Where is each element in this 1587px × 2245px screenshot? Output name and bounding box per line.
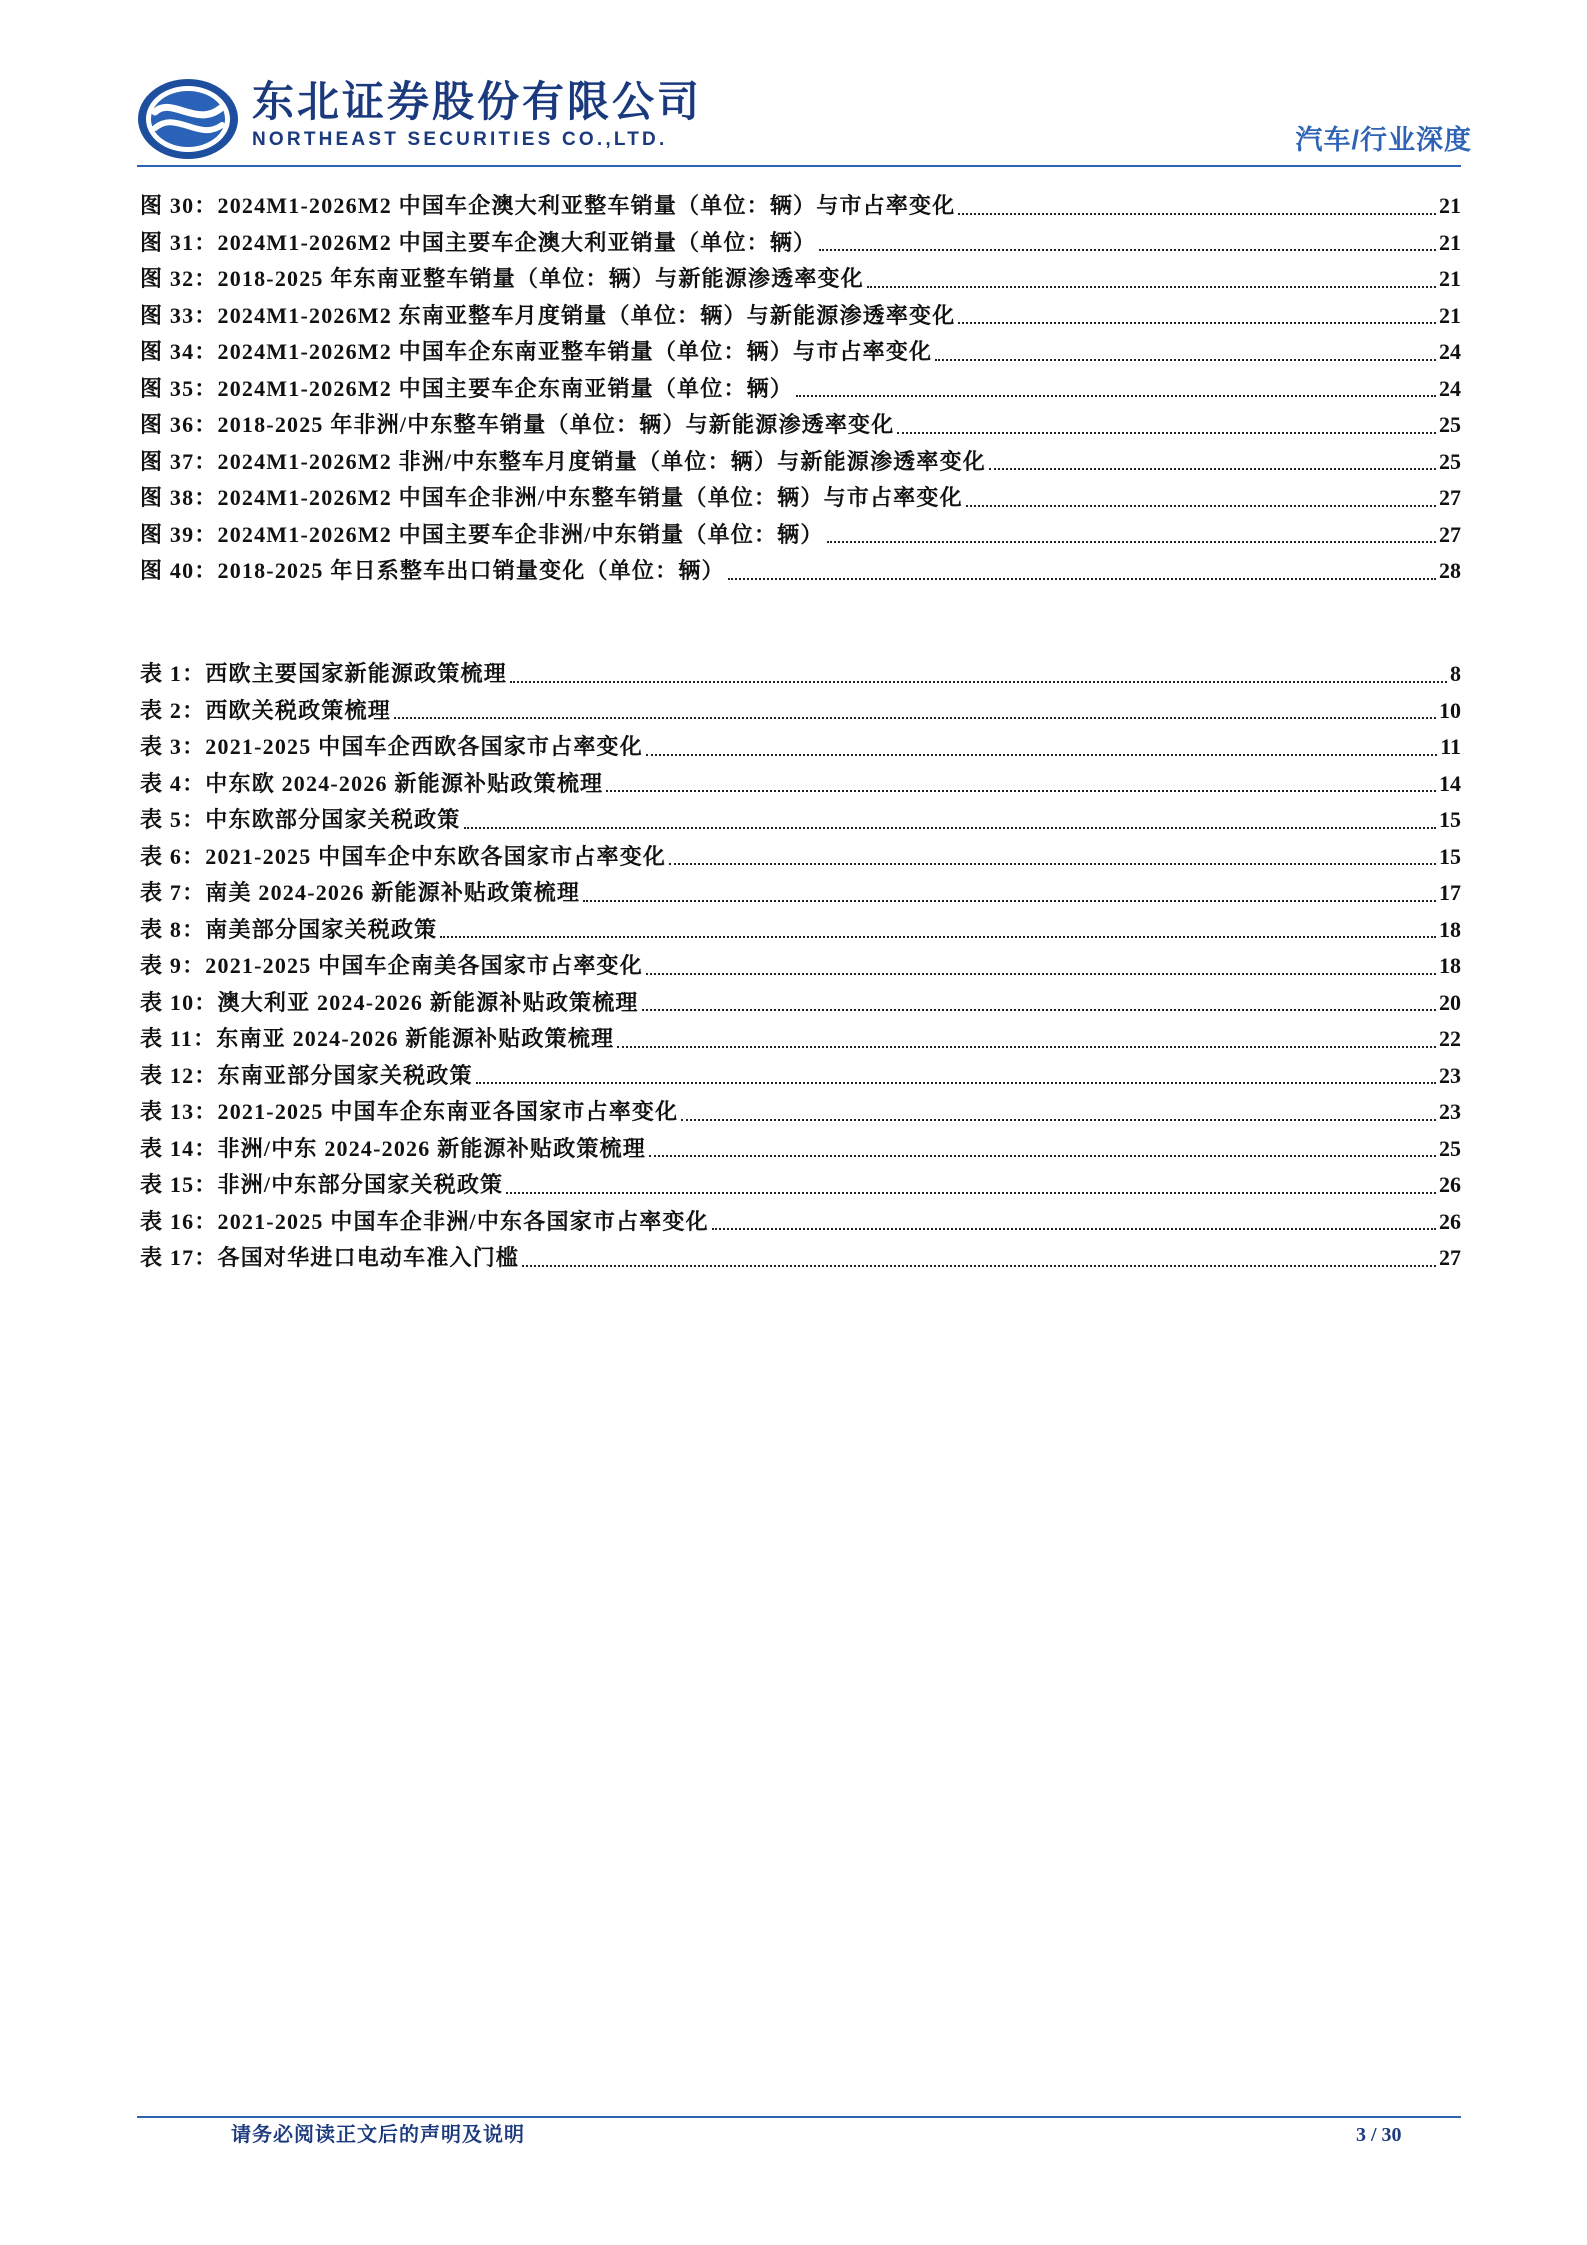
dot-leader: [440, 936, 1436, 938]
toc-page-number: 15: [1439, 843, 1461, 869]
toc-entry-label: 图 40：2018-2025 年日系整车出口销量变化（单位：辆）: [140, 558, 725, 583]
figure-toc-entry-34[interactable]: [140, 334, 1461, 371]
table-toc-entry-6[interactable]: [140, 839, 1461, 876]
dot-leader: [510, 681, 1447, 683]
toc-entry-label: 表 15：非洲/中东部分国家关税政策: [140, 1172, 504, 1197]
toc-entry-label: 图 38：2024M1-2026M2 中国车企非洲/中东整车销量（单位：辆）与市占率变化: [140, 485, 963, 510]
figure-toc-entry-35[interactable]: [140, 371, 1461, 408]
toc-entry-label: 表 10：澳大利亚 2024-2026 新能源补贴政策梳理: [140, 989, 639, 1015]
toc-entry-label: 表 13：2021-2025 中国车企东南亚各国家市占率变化: [140, 1099, 679, 1124]
company-name-en: NORTHEAST SECURITIES CO.,LTD.: [252, 129, 668, 150]
dot-leader: [712, 1228, 1436, 1230]
toc-entry-label: 图 34：2024M1-2026M2 中国车企东南亚整车销量（单位：辆）与市占率变化: [140, 339, 933, 364]
page-indicator: 3 / 30: [1356, 2124, 1402, 2146]
toc-entry-label: 表 1：西欧主要国家新能源政策梳理: [140, 661, 507, 686]
toc-page-number: 24: [1439, 375, 1461, 401]
figure-toc-entry-30[interactable]: [140, 188, 1461, 225]
toc-entry-label: 图 39：2024M1-2026M2 中国主要车企非洲/中东销量（单位：辆）: [140, 521, 824, 547]
dot-leader: [867, 286, 1436, 288]
footer-disclaimer: 请务必阅读正文后的声明及说明: [231, 2124, 525, 2146]
footer-divider: [137, 2116, 1461, 2118]
table-toc-entry-16[interactable]: [140, 1204, 1461, 1241]
figure-toc-entry-36[interactable]: [140, 407, 1461, 444]
toc-page-number: 26: [1439, 1208, 1461, 1234]
toc-entry-label: 图 30：2024M1-2026M2 中国车企澳大利亚整车销量（单位：辆）与市占率变化: [140, 193, 956, 218]
toc-entry-label: 图 36：2018-2025 年非洲/中东整车销量（单位：辆）与新能源渗透率变化: [140, 412, 895, 437]
figure-toc-entry-39[interactable]: [140, 517, 1461, 554]
dot-leader: [819, 249, 1436, 251]
toc-page-number: 8: [1450, 661, 1461, 686]
company-name-cn: 东北证券股份有限公司: [252, 78, 703, 125]
toc-entry-label: 表 8：南美部分国家关税政策: [140, 916, 438, 942]
toc-entry-label: 表 4：中东欧 2024-2026 新能源补贴政策梳理: [140, 770, 604, 796]
header-divider: [137, 165, 1461, 167]
table-toc-list: [140, 656, 1461, 1277]
toc-page-number: 21: [1439, 302, 1461, 328]
dot-leader: [649, 1155, 1436, 1157]
dot-leader: [506, 1192, 1436, 1194]
toc-page-number: 15: [1439, 807, 1461, 832]
table-toc-entry-8[interactable]: [140, 912, 1461, 949]
toc-page-number: 21: [1439, 193, 1461, 218]
dot-leader: [728, 578, 1436, 580]
figure-toc-entry-31[interactable]: [140, 225, 1461, 262]
toc-page-number: 11: [1440, 734, 1461, 759]
report-category: 汽车/行业深度: [1295, 125, 1472, 155]
table-toc-entry-7[interactable]: [140, 875, 1461, 912]
toc-page-number: 18: [1439, 916, 1461, 942]
figure-toc-list: [140, 188, 1461, 590]
table-toc-entry-17[interactable]: [140, 1240, 1461, 1277]
toc-page-number: 21: [1439, 229, 1461, 255]
table-toc-entry-9[interactable]: [140, 948, 1461, 985]
dot-leader: [394, 717, 1436, 719]
dot-leader: [476, 1082, 1436, 1084]
dot-leader: [897, 432, 1436, 434]
toc-page-number: 22: [1439, 1026, 1461, 1051]
dot-leader: [935, 359, 1436, 361]
dot-leader: [606, 790, 1436, 792]
dot-leader: [958, 213, 1436, 215]
toc-entry-label: 表 11：东南亚 2024-2026 新能源补贴政策梳理: [140, 1026, 615, 1051]
toc-page-number: 25: [1439, 448, 1461, 474]
toc-page-number: 20: [1439, 989, 1461, 1015]
table-toc-entry-11[interactable]: [140, 1021, 1461, 1058]
dot-leader: [583, 900, 1436, 902]
table-toc-entry-5[interactable]: [140, 802, 1461, 839]
figure-toc-entry-40[interactable]: [140, 553, 1461, 590]
toc-page-number: 27: [1439, 521, 1461, 547]
toc-page-number: 27: [1439, 485, 1461, 510]
toc-page-number: 21: [1439, 266, 1461, 291]
dot-leader: [669, 863, 1436, 865]
toc-entry-label: 图 32：2018-2025 年东南亚整车销量（单位：辆）与新能源渗透率变化: [140, 266, 864, 291]
dot-leader: [464, 827, 1436, 829]
table-toc-entry-1[interactable]: [140, 656, 1461, 693]
toc-entry-label: 图 31：2024M1-2026M2 中国主要车企澳大利亚销量（单位：辆）: [140, 229, 817, 255]
table-toc-entry-14[interactable]: [140, 1131, 1461, 1168]
toc-entry-label: 表 3：2021-2025 中国车企西欧各国家市占率变化: [140, 734, 643, 759]
dot-leader: [642, 1009, 1436, 1011]
toc-page-number: 27: [1439, 1245, 1461, 1270]
dot-leader: [958, 322, 1436, 324]
table-toc-entry-10[interactable]: [140, 985, 1461, 1022]
toc-page-number: 23: [1439, 1062, 1461, 1088]
dot-leader: [646, 973, 1436, 975]
table-toc-entry-3[interactable]: [140, 729, 1461, 766]
toc-entry-label: 表 5：中东欧部分国家关税政策: [140, 807, 461, 832]
table-toc-entry-15[interactable]: [140, 1167, 1461, 1204]
toc-page-number: 14: [1439, 770, 1461, 796]
toc-entry-label: 图 37：2024M1-2026M2 非洲/中东整车月度销量（单位：辆）与新能源渗透率变化: [140, 448, 986, 474]
dot-leader: [827, 541, 1436, 543]
dot-leader: [522, 1265, 1436, 1267]
toc-entry-label: 表 12：东南亚部分国家关税政策: [140, 1062, 473, 1088]
toc-entry-label: 图 33：2024M1-2026M2 东南亚整车月度销量（单位：辆）与新能源渗透率变化: [140, 302, 956, 328]
dot-leader: [617, 1046, 1436, 1048]
toc-page-number: 25: [1439, 1135, 1461, 1161]
table-toc-entry-2[interactable]: [140, 693, 1461, 730]
toc-page-number: 23: [1439, 1099, 1461, 1124]
dot-leader: [989, 468, 1436, 470]
table-toc-entry-12[interactable]: [140, 1058, 1461, 1095]
toc-page-number: 10: [1439, 697, 1461, 723]
toc-page-number: 28: [1439, 558, 1461, 583]
figure-toc-entry-37[interactable]: [140, 444, 1461, 481]
toc-page-number: 24: [1439, 339, 1461, 364]
figure-toc-entry-33[interactable]: [140, 298, 1461, 335]
dot-leader: [681, 1119, 1436, 1121]
table-toc-entry-13[interactable]: [140, 1094, 1461, 1131]
toc-entry-label: 表 9：2021-2025 中国车企南美各国家市占率变化: [140, 953, 643, 978]
toc-page-number: 25: [1439, 412, 1461, 437]
toc-entry-label: 表 6：2021-2025 中国车企中东欧各国家市占率变化: [140, 843, 667, 869]
toc-entry-label: 图 35：2024M1-2026M2 中国主要车企东南亚销量（单位：辆）: [140, 375, 794, 401]
toc-entry-label: 表 2：西欧关税政策梳理: [140, 697, 391, 723]
table-toc-entry-4[interactable]: [140, 766, 1461, 803]
toc-page-number: 26: [1439, 1172, 1461, 1197]
toc-entry-label: 表 17：各国对华进口电动车准入门槛: [140, 1245, 520, 1270]
toc-page-number: 17: [1439, 880, 1461, 905]
dot-leader: [966, 505, 1436, 507]
toc-entry-label: 表 14：非洲/中东 2024-2026 新能源补贴政策梳理: [140, 1135, 646, 1161]
toc-page-number: 18: [1439, 953, 1461, 978]
northeast-securities-logo-icon: [137, 78, 239, 160]
figure-toc-entry-32[interactable]: [140, 261, 1461, 298]
figure-toc-entry-38[interactable]: [140, 480, 1461, 517]
dot-leader: [796, 395, 1436, 397]
toc-entry-label: 表 7：南美 2024-2026 新能源补贴政策梳理: [140, 880, 581, 905]
toc-entry-label: 表 16：2021-2025 中国车企非洲/中东各国家市占率变化: [140, 1208, 709, 1234]
dot-leader: [646, 754, 1437, 756]
